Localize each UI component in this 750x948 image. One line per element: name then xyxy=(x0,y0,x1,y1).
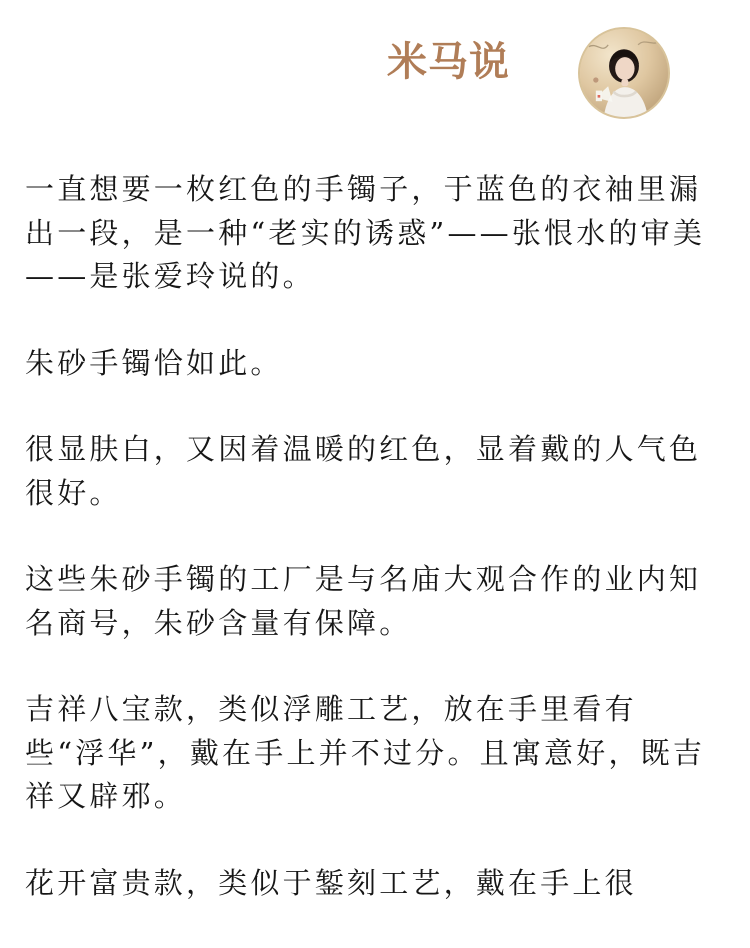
paragraph: 吉祥八宝款，类似浮雕工艺，放在手里看有些“浮华”，戴在手上并不过分。且寓意好，既吉祥又辟邪。 xyxy=(25,692,706,813)
paragraph: 花开富贵款，类似于錾刻工艺，戴在手上很 xyxy=(25,865,637,900)
article-body xyxy=(25,168,715,948)
portrait-icon xyxy=(580,29,668,117)
paragraph: 一直想要一枚红色的手镯子，于蓝色的衣袖里漏出一段，是一种“老实的诱惑”——张恨水的审美——是张爱玲说的。 xyxy=(25,172,706,293)
paragraph: 朱砂手镯恰如此。 xyxy=(25,345,283,380)
portrait-avatar[interactable] xyxy=(578,27,670,119)
paragraph: 很显肤白，又因着温暖的红色，显着戴的人气色很好。 xyxy=(25,432,702,510)
brand-title: 米马说 xyxy=(387,39,510,85)
paragraph: 这些朱砂手镯的工厂是与名庙大观合作的业内知名商号，朱砂含量有保障。 xyxy=(25,562,702,640)
header xyxy=(0,0,750,140)
